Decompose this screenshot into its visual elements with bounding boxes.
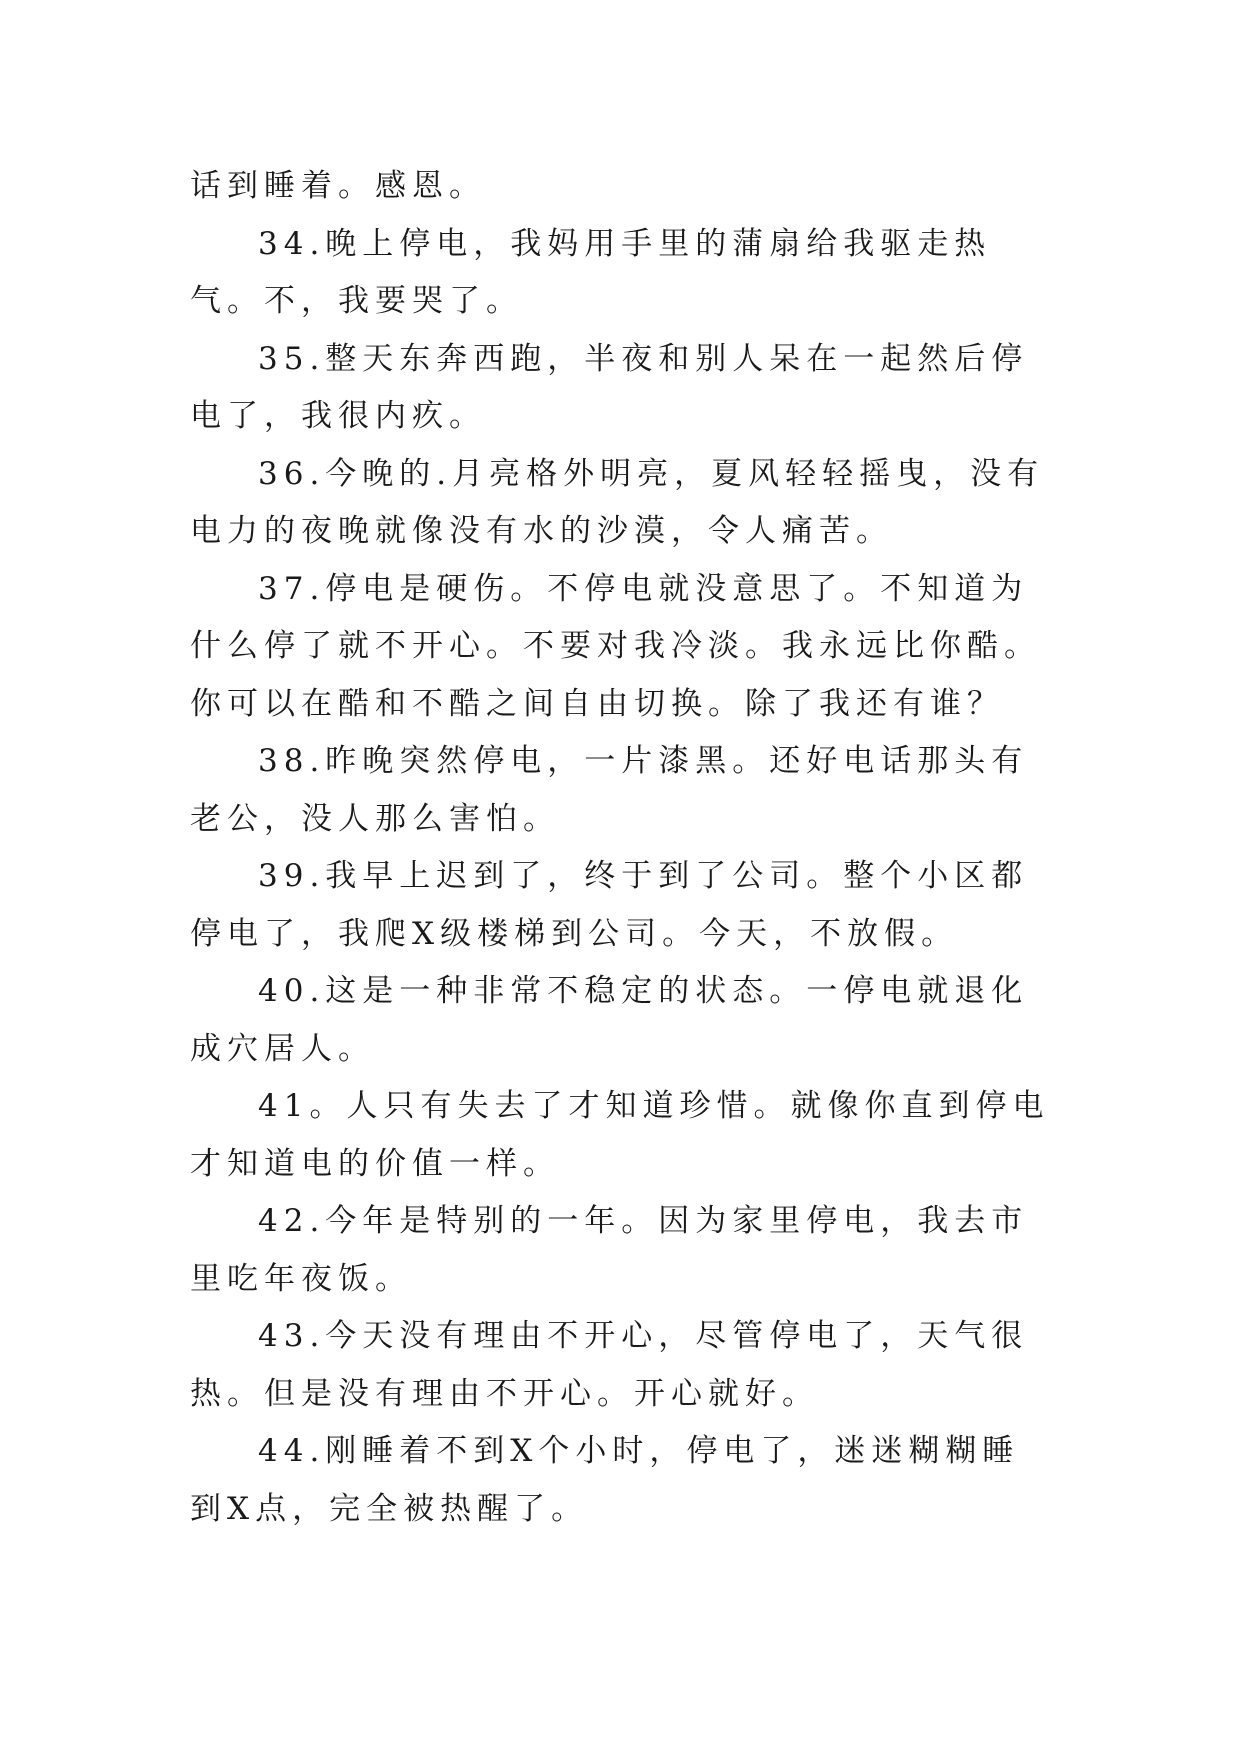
document-page [190,158,1055,1538]
paragraph-39: 39.我早上迟到了，终于到了公司。整个小区都停电了，我爬X级楼梯到公司。今天，不放假。 [190,858,1029,952]
paragraph-40: 40.这是一种非常不稳定的状态。一停电就退化成穴居人。 [190,973,1029,1067]
paragraph-34: 34.晚上停电，我妈用手里的蒲扇给我驱走热气。不，我要哭了。 [190,225,992,319]
paragraph-42: 42.今年是特别的一年。因为家里停电，我去市里吃年夜饭。 [190,1203,1029,1297]
paragraph-37: 37.停电是硬伤。不停电就没意思了。不知道为什么停了就不开心。不要对我冷淡。我永远比你酷。你可以在酷和不酷之间自由切换。除了我还有谁？ [190,570,1041,722]
paragraph-36: 36.今晚的.月亮格外明亮，夏风轻轻摇曳，没有电力的夜晚就像没有水的沙漠，令人痛苦。 [190,455,1045,549]
paragraph-44: 44.刚睡着不到X个小时，停电了，迷迷糊糊睡到X点，完全被热醒了。 [190,1433,1020,1527]
paragraph-35: 35.整天东奔西跑，半夜和别人呆在一起然后停电了，我很内疚。 [190,340,1029,434]
paragraph-38: 38.昨晚突然停电，一片漆黑。还好电话那头有老公，没人那么害怕。 [190,743,1029,837]
paragraph-43: 43.今天没有理由不开心，尽管停电了，天气很热。但是没有理由不开心。开心就好。 [190,1318,1029,1412]
paragraph-41: 41。人只有失去了才知道珍惜。就像你直到停电才知道电的价值一样。 [190,1088,1050,1182]
paragraph-continuation: 话到睡着。感恩。 [190,168,486,204]
